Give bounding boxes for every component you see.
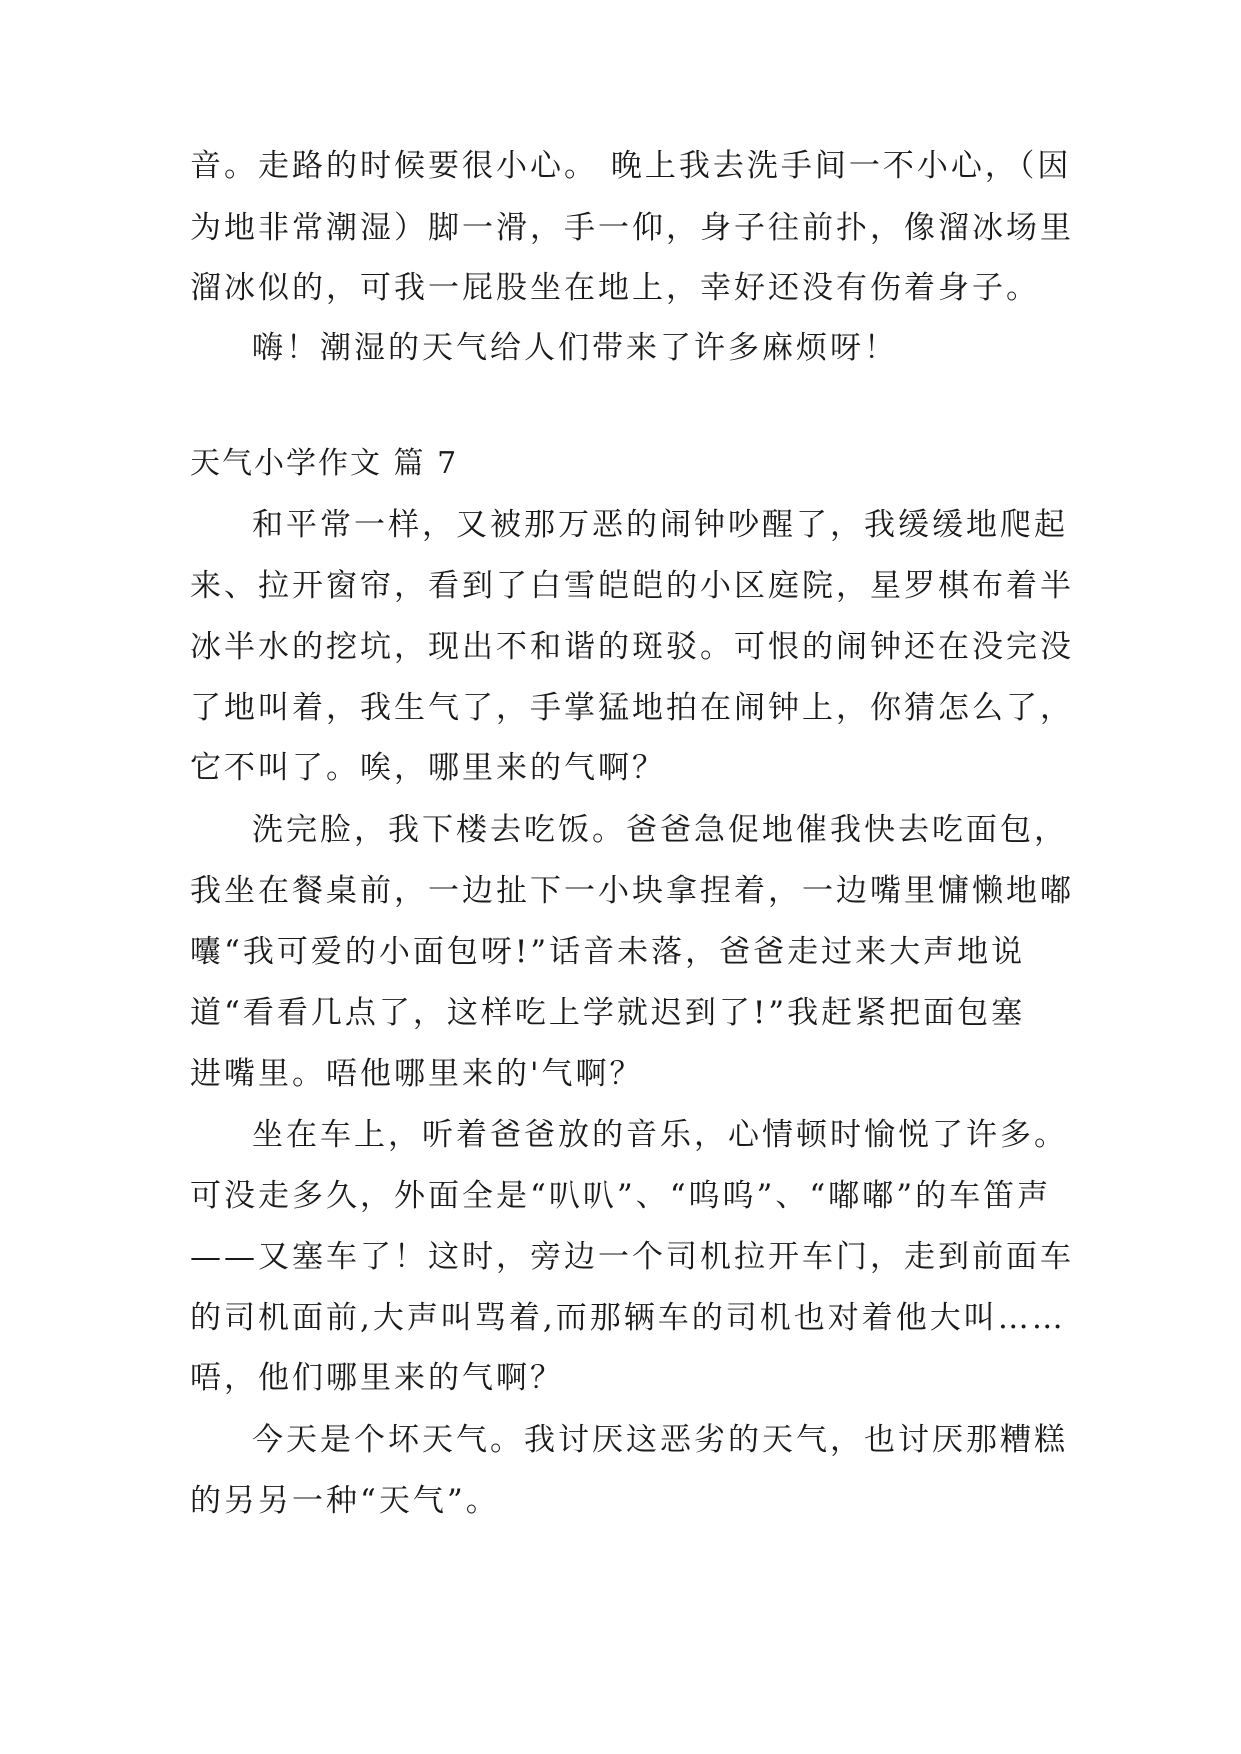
text-line: 洗完脸，我下楼去吃饭。爸爸急促地催我快去吃面包，	[252, 812, 1068, 848]
text-line: 我坐在餐桌前，一边扯下一小块拿捏着，一边嘴里慵懒地嘟	[190, 873, 1074, 909]
text-line: ——又塞车了！这时，旁边一个司机拉开车门，走到前面车	[190, 1239, 1074, 1275]
text-line: 嗨！潮湿的天气给人们带来了许多麻烦呀！	[252, 330, 898, 366]
text-line: 今天是个坏天气。我讨厌这恶劣的天气，也讨厌那糟糕	[252, 1422, 1068, 1458]
text-line: 的另另一种“天气”。	[190, 1483, 500, 1519]
text-line: 道“看看几点了，这样吃上学就迟到了!”我赶紧把面包塞	[190, 995, 1026, 1031]
text-line: 进嘴里。唔他哪里来的'气啊？	[190, 1056, 644, 1092]
text-line: 它不叫了。唉，哪里来的气啊？	[190, 750, 666, 786]
text-line: 和平常一样，又被那万恶的闹钟吵醒了，我缓缓地爬起	[252, 507, 1068, 543]
text-line: 坐在车上，听着爸爸放的音乐，心情顿时愉悦了许多。	[252, 1117, 1068, 1153]
text-line: 冰半水的挖坑，现出不和谐的斑驳。可恨的闹钟还在没完没	[190, 629, 1074, 665]
section-heading: 天气小学作文 篇 7	[190, 446, 459, 481]
text-line: 了地叫着，我生气了，手掌猛地拍在闹钟上，你猜怎么了，	[190, 690, 1074, 726]
text-line: 唔，他们哪里来的气啊？	[190, 1360, 564, 1396]
text-line: 来、拉开窗帘，看到了白雪皑皑的小区庭院，星罗棋布着半	[190, 568, 1074, 604]
text-line: 的司机面前,大声叫骂着,而那辆车的司机也对着他大叫……	[190, 1300, 1066, 1336]
text-line: 为地非常潮湿）脚一滑，手一仰，身子往前扑，像溜冰场里	[190, 210, 1074, 246]
text-line: 音。走路的时候要很小心。 晚上我去洗手间一不小心，（因	[190, 148, 1072, 184]
text-line: 囔“我可爱的小面包呀!”话音未落，爸爸走过来大声地说	[190, 934, 1026, 970]
text-line: 可没走多久，外面全是“叭叭”、“呜呜”、“嘟嘟”的车笛声	[190, 1178, 1052, 1214]
text-line: 溜冰似的，可我一屁股坐在地上，幸好还没有伤着身子。	[190, 270, 1040, 306]
